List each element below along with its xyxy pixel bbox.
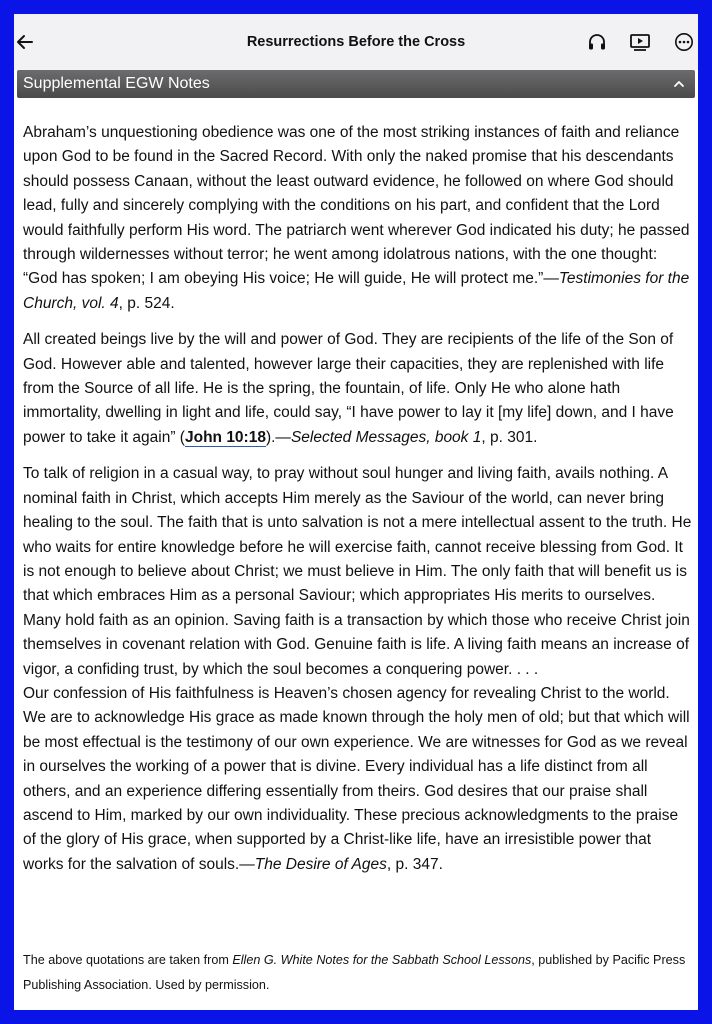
- more-options-icon: [674, 32, 694, 52]
- source-title: The Desire of Ages: [254, 855, 387, 873]
- paragraph: [23, 462, 693, 682]
- footer-text: , published by Pacific Press Publishing Association. Used by permission.: [23, 953, 686, 992]
- page-title: Resurrections Before the Cross: [246, 34, 466, 50]
- section-title: Supplemental EGW Notes: [23, 75, 210, 92]
- video-button[interactable]: [628, 30, 652, 54]
- play-video-icon: [629, 32, 651, 52]
- paragraph-text: Our confession of His faithfulness is Heaven’s chosen agency for revealing Christ to the world. We are to acknowledge His grace as made known through the holy men of old; but that which will be most effectual is the testimony of our own experience. We are witnesses for God as we reveal in ourselves the working of a power that is divine. Every individual has a life distinct from all others, and an experience differing essentially from theirs. God desires that our praise shall ascend to Him, marked by our own individuality. These precious acknowledgments to the praise of the glory of His grace, when supported by a Christ-like life, have an irresistible power that works for the salvation of souls.—: [23, 684, 690, 873]
- source-page: , p. 524.: [118, 294, 175, 312]
- footer-book-title: Ellen G. White Notes for the Sabbath School Lessons: [232, 953, 532, 967]
- paragraph: [23, 328, 693, 450]
- headphones-icon: [587, 32, 607, 52]
- audio-button[interactable]: [585, 30, 609, 54]
- scripture-link[interactable]: John 10:18: [184, 428, 266, 446]
- more-options-button[interactable]: [672, 30, 696, 54]
- source-page: , p. 347.: [386, 855, 443, 873]
- top-bar: [14, 14, 698, 70]
- paragraph-text: All created beings live by the will and power of God. They are recipients of the life of the Son of God. However able and talented, however large their capacities, they are replenished with life from the Source of all life. He is the spring, the fountain, of life. Only He who alone hath immortality, dwelling in light and life, could say, “I have power to lay it [my life] down, and I have power to take it again” (: [23, 331, 674, 446]
- paragraph-text: To talk of religion in a casual way, to pray without soul hunger and living faith, avails nothing. A nominal faith in Christ, which accepts Him merely as the Saviour of the world, can never bring healing to the soul. The faith that is unto salvation is not a mere intellectual assent to the truth. He who waits for entire knowledge before he will exercise faith, cannot receive blessing from God. It is not enough to believe about Christ; we must believe in Him. The only faith that will benefit us is that which embraces Him as a personal Saviour; which appropriates His merits to ourselves. Many hold faith as an opinion. Saving faith is a transaction by which those who receive Christ join themselves in covenant relation with God. Genuine faith is life. A living faith means an increase of vigor, a confiding trust, by which the soul becomes a conquering power. . . .: [23, 465, 692, 678]
- source-page: , p. 301.: [481, 428, 538, 446]
- paragraph-text: ).—: [265, 428, 291, 446]
- copyright-footer: [23, 948, 693, 998]
- notes-content: [23, 121, 693, 889]
- source-title: Testimonies for the Church, vol. 4: [23, 270, 690, 312]
- paragraph: [23, 121, 693, 316]
- reader-window: [14, 14, 698, 1010]
- paragraph: [23, 682, 693, 877]
- paragraph-text: Abraham’s unquestioning obedience was one of the most striking instances of faith and reliance upon God to be found in the Sacred Record. With only the naked promise that his descendants should possess Canaan, without the least outward evidence, he followed on where God should lead, fully and sincerely complying with the conditions on his part, and confident that the Lord would faithfully perform His word. The patriarch went wherever God indicated his duty; he passed through wildernesses without terror; he went among idolatrous nations, with the one thought: “God has spoken; I am obeying His voice; He will guide, He will protect me.”—: [23, 124, 690, 288]
- source-title: Selected Messages, book 1: [290, 428, 482, 446]
- footer-text: The above quotations are taken from: [23, 953, 233, 967]
- section-header[interactable]: [17, 70, 695, 98]
- chevron-up-icon: [673, 79, 685, 89]
- collapse-button[interactable]: [671, 76, 687, 92]
